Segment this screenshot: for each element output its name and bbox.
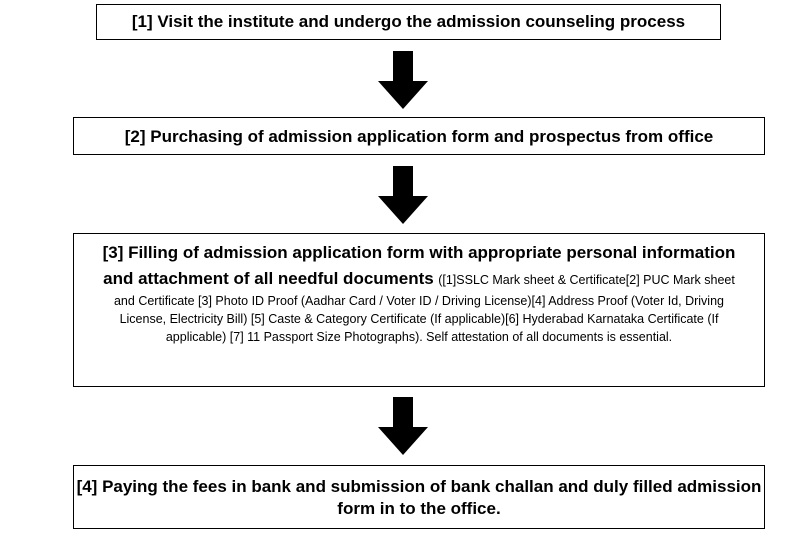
down-arrow-icon: [378, 166, 428, 224]
step-1-title: [1] Visit the institute and undergo the admission counseling process: [131, 12, 686, 31]
step-3-box: [73, 233, 765, 387]
step-2-title: [2] Purchasing of admission application form and prospectus from office: [124, 127, 714, 146]
down-arrow-icon: [378, 397, 428, 455]
step-3-document-list: ([1]SSLC Mark sheet & Certificate[2] PUC Mark sheet and Certificate [3] Photo ID Proof (Aadhar Card / Voter ID / Driving License)[4] Address Proof (Voter Id, Driving License, Electricity Bill) [5] Caste & Category Certificate (If applicable)[6] Hyderabad Karnataka Certificate (If applicable) [7] 11 Passport Size Photographs). Self attestation of all documents is essential.: [113, 273, 735, 344]
step-4-title: [4] Paying the fees in bank and submission of bank challan and duly filled admission form in to the office.: [76, 477, 762, 518]
step-3-title: [3] Filling of admission application form with appropriate personal information and attachment of all needful documents: [102, 243, 736, 288]
down-arrow-icon: [378, 51, 428, 109]
step-2-box: [73, 117, 765, 155]
step-1-box: [96, 4, 721, 40]
step-4-box: [73, 465, 765, 529]
